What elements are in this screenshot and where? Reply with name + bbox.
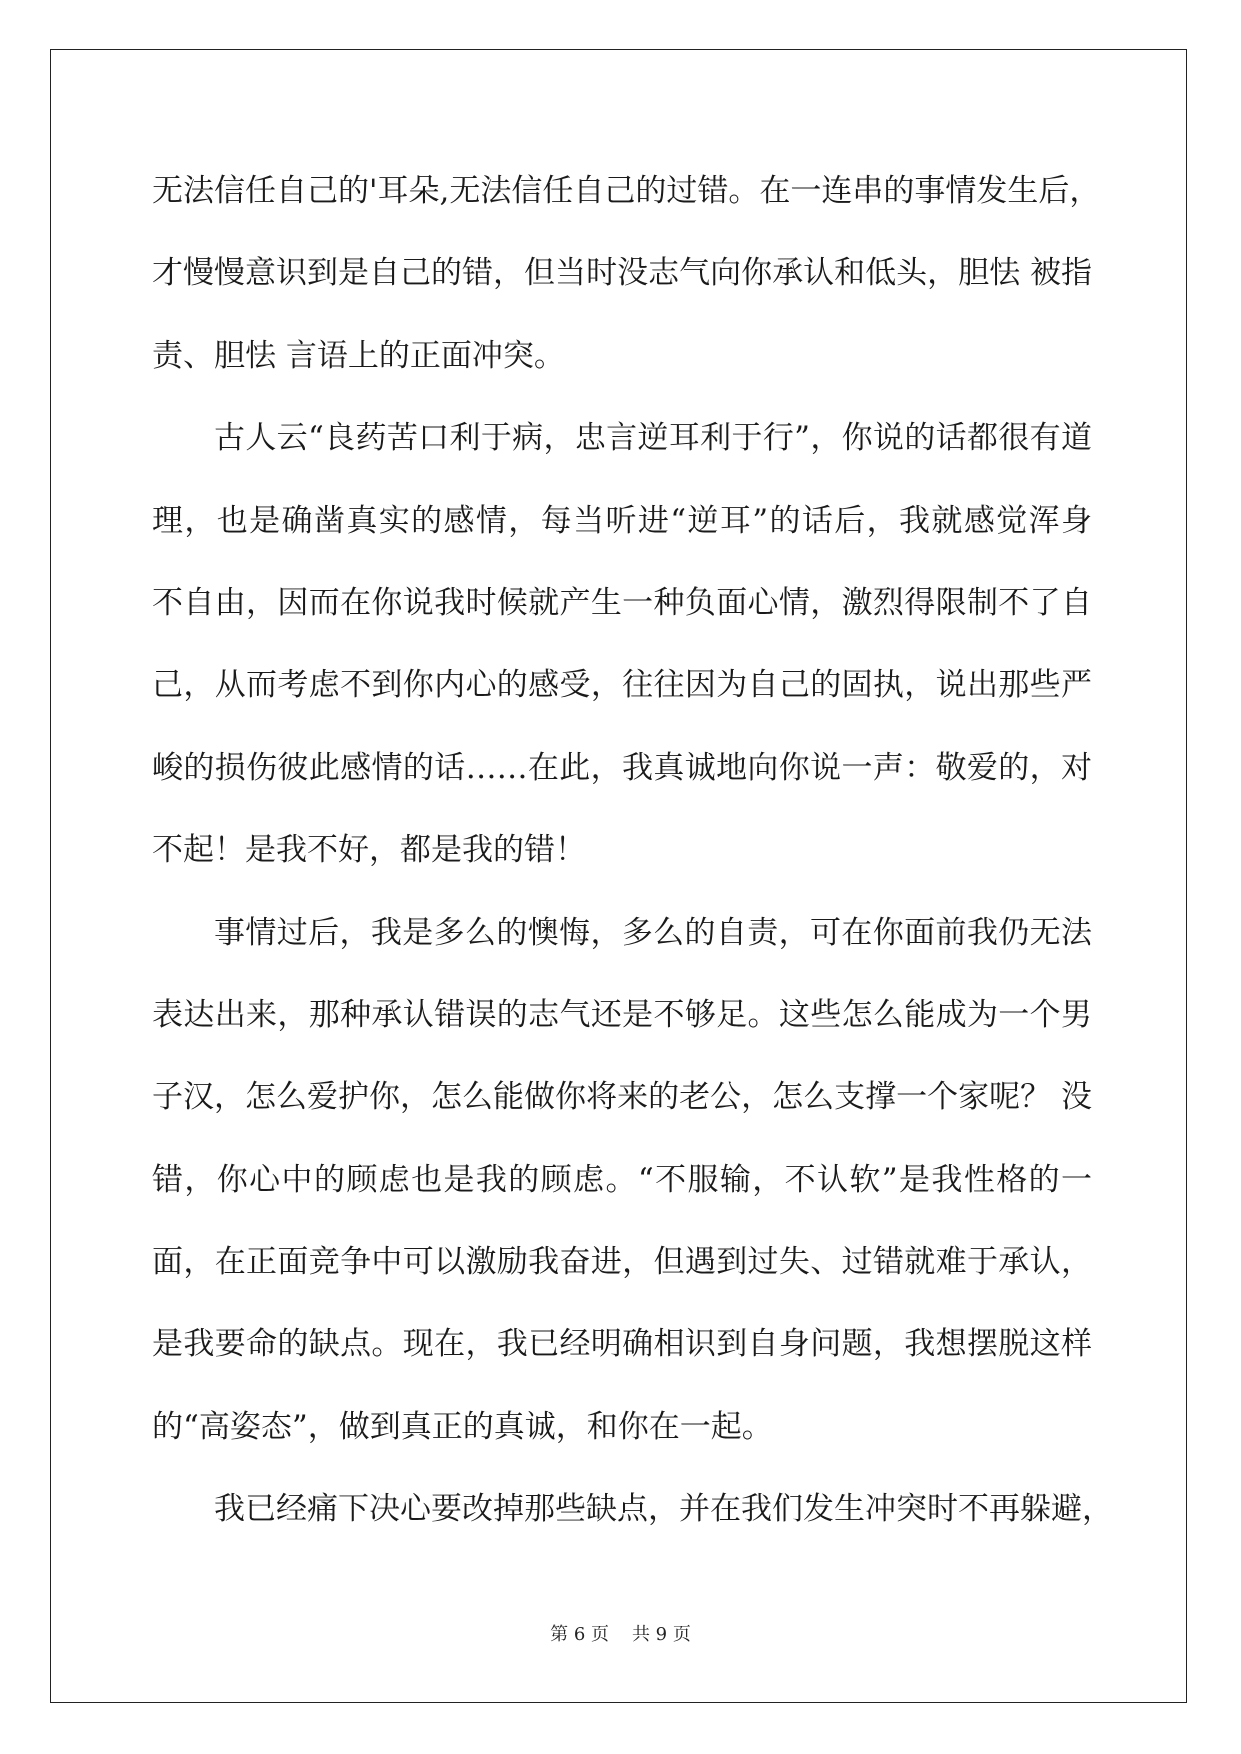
page-total: 共 9 页 [631,1624,691,1645]
text-line: 事情过后，我是多么的懊悔，多么的自责，可在你面前我仍无法 [214,914,1092,951]
text-line: 不起！是我不好，都是我的错！ [152,832,586,869]
text-line: 是我要命的缺点。现在，我已经明确相识到自身问题，我想摆脱这样 [152,1326,1092,1363]
text-line: 己，从而考虑不到你内心的感受，往往因为自己的固执，说出那些严 [152,667,1092,704]
text-line: 理，也是确凿真实的感情，每当听进“逆耳”的话后，我就感觉浑身 [152,502,1092,539]
page-footer [0,1620,1241,1646]
text-line: 子汉，怎么爱护你，怎么能做你将来的老公，怎么支撑一个家呢？ 没 [152,1079,1092,1116]
text-line: 面，在正面竞争中可以激励我奋进，但遇到过失、过错就难于承认， [152,1244,1092,1281]
document-body [152,150,1113,1551]
text-line: 不自由，因而在你说我时候就产生一种负面心情，激烈得限制不了自 [152,584,1092,621]
text-line: 错，你心中的顾虑也是我的顾虑。“不服输，不认软”是我性格的一 [152,1161,1092,1198]
text-line: 无法信任自己的'耳朵,无法信任自己的过错。在一连串的事情发生后， [152,173,1101,209]
text-line: 古人云“良药苦口利于病，忠言逆耳利于行”，你说的话都很有道 [214,420,1092,457]
text-line: 我已经痛下决心要改掉那些缺点，并在我们发生冲突时不再躲避， [214,1491,1113,1528]
text-line: 的“高姿态”，做到真正的真诚，和你在一起。 [152,1408,773,1445]
text-line: 表达出来，那种承认错误的志气还是不够足。这些怎么能成为一个男 [152,996,1092,1033]
text-line: 责、胆怯 言语上的正面冲突。 [152,337,565,374]
page-number: 第 6 页 [550,1624,610,1645]
text-line: 才慢慢意识到是自己的错，但当时没志气向你承认和低头，胆怯 被指 [152,255,1092,292]
text-line: 峻的损伤彼此感情的话……在此，我真诚地向你说一声：敬爱的，对 [152,749,1092,786]
